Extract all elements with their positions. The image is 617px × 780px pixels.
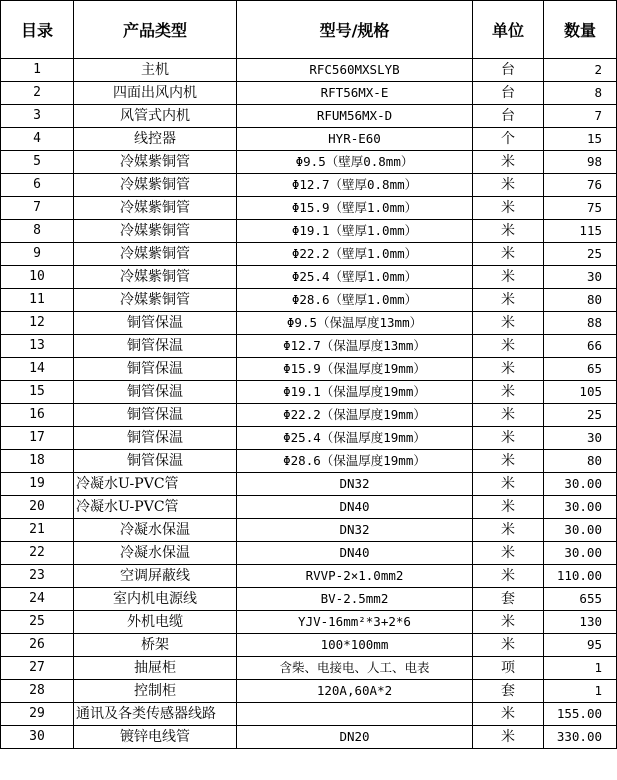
row-index-cell: 2 (1, 82, 74, 105)
row-index-cell: 24 (1, 588, 74, 611)
quantity-cell: 30.00 (544, 473, 617, 496)
row-index-cell: 20 (1, 496, 74, 519)
row-index-cell: 30 (1, 726, 74, 749)
table-row (1, 220, 617, 243)
product-type-cell: 冷媒紫铜管 (74, 151, 237, 174)
product-type-cell: 铜管保温 (74, 312, 237, 335)
model-spec-cell: YJV-16mm²*3+2*6 (237, 611, 473, 634)
product-type-cell: 冷凝水保温 (74, 519, 237, 542)
row-index-cell: 9 (1, 243, 74, 266)
header-index: 目录 (1, 1, 74, 59)
unit-cell: 米 (473, 220, 544, 243)
product-type-cell: 铜管保温 (74, 450, 237, 473)
product-type-cell: 铜管保温 (74, 427, 237, 450)
row-index-cell: 18 (1, 450, 74, 473)
table-row (1, 634, 617, 657)
quantity-cell: 65 (544, 358, 617, 381)
row-index-cell: 15 (1, 381, 74, 404)
row-index-cell: 29 (1, 703, 74, 726)
product-type-cell: 四面出风内机 (74, 82, 237, 105)
quantity-cell: 655 (544, 588, 617, 611)
table-row (1, 358, 617, 381)
product-type-cell: 风管式内机 (74, 105, 237, 128)
quantity-cell: 8 (544, 82, 617, 105)
table-row (1, 312, 617, 335)
row-index-cell: 22 (1, 542, 74, 565)
table-row (1, 381, 617, 404)
row-index-cell: 28 (1, 680, 74, 703)
unit-cell: 台 (473, 59, 544, 82)
quantity-cell: 66 (544, 335, 617, 358)
table-row (1, 335, 617, 358)
unit-cell: 米 (473, 243, 544, 266)
row-index-cell: 7 (1, 197, 74, 220)
quantity-cell: 80 (544, 450, 617, 473)
product-type-cell: 外机电缆 (74, 611, 237, 634)
model-spec-cell: Φ15.9（壁厚1.0mm） (237, 197, 473, 220)
row-index-cell: 13 (1, 335, 74, 358)
row-index-cell: 21 (1, 519, 74, 542)
quantity-cell: 30 (544, 266, 617, 289)
table-row (1, 151, 617, 174)
table-row (1, 542, 617, 565)
row-index-cell: 11 (1, 289, 74, 312)
quantity-cell: 2 (544, 59, 617, 82)
table-row (1, 105, 617, 128)
table-row (1, 588, 617, 611)
quantity-cell: 80 (544, 289, 617, 312)
row-index-cell: 8 (1, 220, 74, 243)
unit-cell: 项 (473, 657, 544, 680)
model-spec-cell: BV-2.5mm2 (237, 588, 473, 611)
quantity-cell: 105 (544, 381, 617, 404)
product-type-cell: 铜管保温 (74, 358, 237, 381)
row-index-cell: 16 (1, 404, 74, 427)
quantity-cell: 95 (544, 634, 617, 657)
unit-cell: 台 (473, 105, 544, 128)
unit-cell: 米 (473, 496, 544, 519)
quantity-cell: 130 (544, 611, 617, 634)
model-spec-cell: 100*100mm (237, 634, 473, 657)
quantity-cell: 30.00 (544, 496, 617, 519)
unit-cell: 米 (473, 611, 544, 634)
product-type-cell: 镀锌电线管 (74, 726, 237, 749)
quantity-cell: 110.00 (544, 565, 617, 588)
model-spec-cell: Φ19.1（壁厚1.0mm） (237, 220, 473, 243)
model-spec-cell: Φ19.1（保温厚度19mm） (237, 381, 473, 404)
row-index-cell: 26 (1, 634, 74, 657)
model-spec-cell: Φ28.6（保温厚度19mm） (237, 450, 473, 473)
unit-cell: 米 (473, 335, 544, 358)
quantity-cell: 30.00 (544, 519, 617, 542)
model-spec-cell: Φ15.9（保温厚度19mm） (237, 358, 473, 381)
model-spec-cell: DN40 (237, 542, 473, 565)
quantity-cell: 7 (544, 105, 617, 128)
model-spec-cell: DN20 (237, 726, 473, 749)
quantity-cell: 1 (544, 680, 617, 703)
row-index-cell: 12 (1, 312, 74, 335)
model-spec-cell: RFC560MXSLYB (237, 59, 473, 82)
model-spec-cell: RVVP-2×1.0mm2 (237, 565, 473, 588)
model-spec-cell: Φ25.4（保温厚度19mm） (237, 427, 473, 450)
product-type-cell: 冷媒紫铜管 (74, 243, 237, 266)
table-row (1, 657, 617, 680)
unit-cell: 米 (473, 703, 544, 726)
unit-cell: 米 (473, 404, 544, 427)
unit-cell: 米 (473, 174, 544, 197)
table-row (1, 519, 617, 542)
table-row (1, 611, 617, 634)
product-type-cell: 铜管保温 (74, 381, 237, 404)
row-index-cell: 25 (1, 611, 74, 634)
product-type-cell: 冷媒紫铜管 (74, 174, 237, 197)
product-type-cell: 通讯及各类传感器线路 (74, 703, 237, 726)
quantity-cell: 76 (544, 174, 617, 197)
model-spec-cell: Φ22.2（壁厚1.0mm） (237, 243, 473, 266)
unit-cell: 台 (473, 82, 544, 105)
row-index-cell: 17 (1, 427, 74, 450)
table-row (1, 82, 617, 105)
unit-cell: 个 (473, 128, 544, 151)
table-row (1, 289, 617, 312)
unit-cell: 米 (473, 542, 544, 565)
product-type-cell: 冷凝水U-PVC管 (74, 473, 237, 496)
product-type-cell: 冷媒紫铜管 (74, 266, 237, 289)
unit-cell: 米 (473, 726, 544, 749)
row-index-cell: 19 (1, 473, 74, 496)
unit-cell: 米 (473, 358, 544, 381)
quantity-cell: 98 (544, 151, 617, 174)
table-row (1, 59, 617, 82)
row-index-cell: 3 (1, 105, 74, 128)
quantity-cell: 15 (544, 128, 617, 151)
product-type-cell: 冷凝水保温 (74, 542, 237, 565)
product-type-cell: 主机 (74, 59, 237, 82)
model-spec-cell: RFUM56MX-D (237, 105, 473, 128)
product-type-cell: 冷凝水U-PVC管 (74, 496, 237, 519)
product-type-cell: 冷媒紫铜管 (74, 220, 237, 243)
unit-cell: 套 (473, 680, 544, 703)
model-spec-cell: RFT56MX-E (237, 82, 473, 105)
row-index-cell: 14 (1, 358, 74, 381)
table-row (1, 174, 617, 197)
unit-cell: 米 (473, 634, 544, 657)
unit-cell: 米 (473, 381, 544, 404)
table-row (1, 404, 617, 427)
table-row (1, 427, 617, 450)
row-index-cell: 6 (1, 174, 74, 197)
unit-cell: 米 (473, 427, 544, 450)
row-index-cell: 23 (1, 565, 74, 588)
table-row (1, 266, 617, 289)
product-type-cell: 线控器 (74, 128, 237, 151)
header-row (1, 1, 617, 59)
row-index-cell: 1 (1, 59, 74, 82)
table-row (1, 565, 617, 588)
unit-cell: 米 (473, 312, 544, 335)
quantity-cell: 30 (544, 427, 617, 450)
row-index-cell: 27 (1, 657, 74, 680)
model-spec-cell: 含柴、电接电、人工、电表 (237, 657, 473, 680)
quantity-cell: 115 (544, 220, 617, 243)
product-type-cell: 铜管保温 (74, 404, 237, 427)
unit-cell: 米 (473, 151, 544, 174)
quantity-cell: 155.00 (544, 703, 617, 726)
quantity-cell: 330.00 (544, 726, 617, 749)
model-spec-cell: DN32 (237, 519, 473, 542)
product-type-cell: 桥架 (74, 634, 237, 657)
table-row (1, 128, 617, 151)
table-row (1, 680, 617, 703)
unit-cell: 米 (473, 519, 544, 542)
header-model-spec: 型号/规格 (237, 1, 473, 59)
model-spec-cell: Φ22.2（保温厚度19mm） (237, 404, 473, 427)
model-spec-cell: Φ9.5（保温厚度13mm） (237, 312, 473, 335)
model-spec-cell (237, 703, 473, 726)
unit-cell: 米 (473, 565, 544, 588)
model-spec-cell: DN40 (237, 496, 473, 519)
table-row (1, 243, 617, 266)
product-type-cell: 室内机电源线 (74, 588, 237, 611)
unit-cell: 米 (473, 450, 544, 473)
header-unit: 单位 (473, 1, 544, 59)
product-type-cell: 控制柜 (74, 680, 237, 703)
table-row (1, 496, 617, 519)
unit-cell: 套 (473, 588, 544, 611)
unit-cell: 米 (473, 473, 544, 496)
unit-cell: 米 (473, 197, 544, 220)
model-spec-cell: Φ28.6（壁厚1.0mm） (237, 289, 473, 312)
table-row (1, 450, 617, 473)
table-row (1, 473, 617, 496)
quantity-cell: 88 (544, 312, 617, 335)
product-type-cell: 冷媒紫铜管 (74, 197, 237, 220)
model-spec-cell: DN32 (237, 473, 473, 496)
quantity-cell: 25 (544, 243, 617, 266)
header-quantity: 数量 (544, 1, 617, 59)
quantity-cell: 75 (544, 197, 617, 220)
model-spec-cell: Φ25.4（壁厚1.0mm） (237, 266, 473, 289)
header-product-type: 产品类型 (74, 1, 237, 59)
product-type-cell: 抽屉柜 (74, 657, 237, 680)
quantity-cell: 25 (544, 404, 617, 427)
row-index-cell: 4 (1, 128, 74, 151)
model-spec-cell: Φ9.5（壁厚0.8mm） (237, 151, 473, 174)
unit-cell: 米 (473, 266, 544, 289)
table-row (1, 197, 617, 220)
model-spec-cell: HYR-E60 (237, 128, 473, 151)
product-type-cell: 冷媒紫铜管 (74, 289, 237, 312)
row-index-cell: 5 (1, 151, 74, 174)
row-index-cell: 10 (1, 266, 74, 289)
unit-cell: 米 (473, 289, 544, 312)
model-spec-cell: Φ12.7（壁厚0.8mm） (237, 174, 473, 197)
table-row (1, 726, 617, 749)
model-spec-cell: 120A,60A*2 (237, 680, 473, 703)
quantity-cell: 1 (544, 657, 617, 680)
table-row (1, 703, 617, 726)
model-spec-cell: Φ12.7（保温厚度13mm） (237, 335, 473, 358)
product-type-cell: 铜管保温 (74, 335, 237, 358)
quantity-cell: 30.00 (544, 542, 617, 565)
product-type-cell: 空调屏蔽线 (74, 565, 237, 588)
